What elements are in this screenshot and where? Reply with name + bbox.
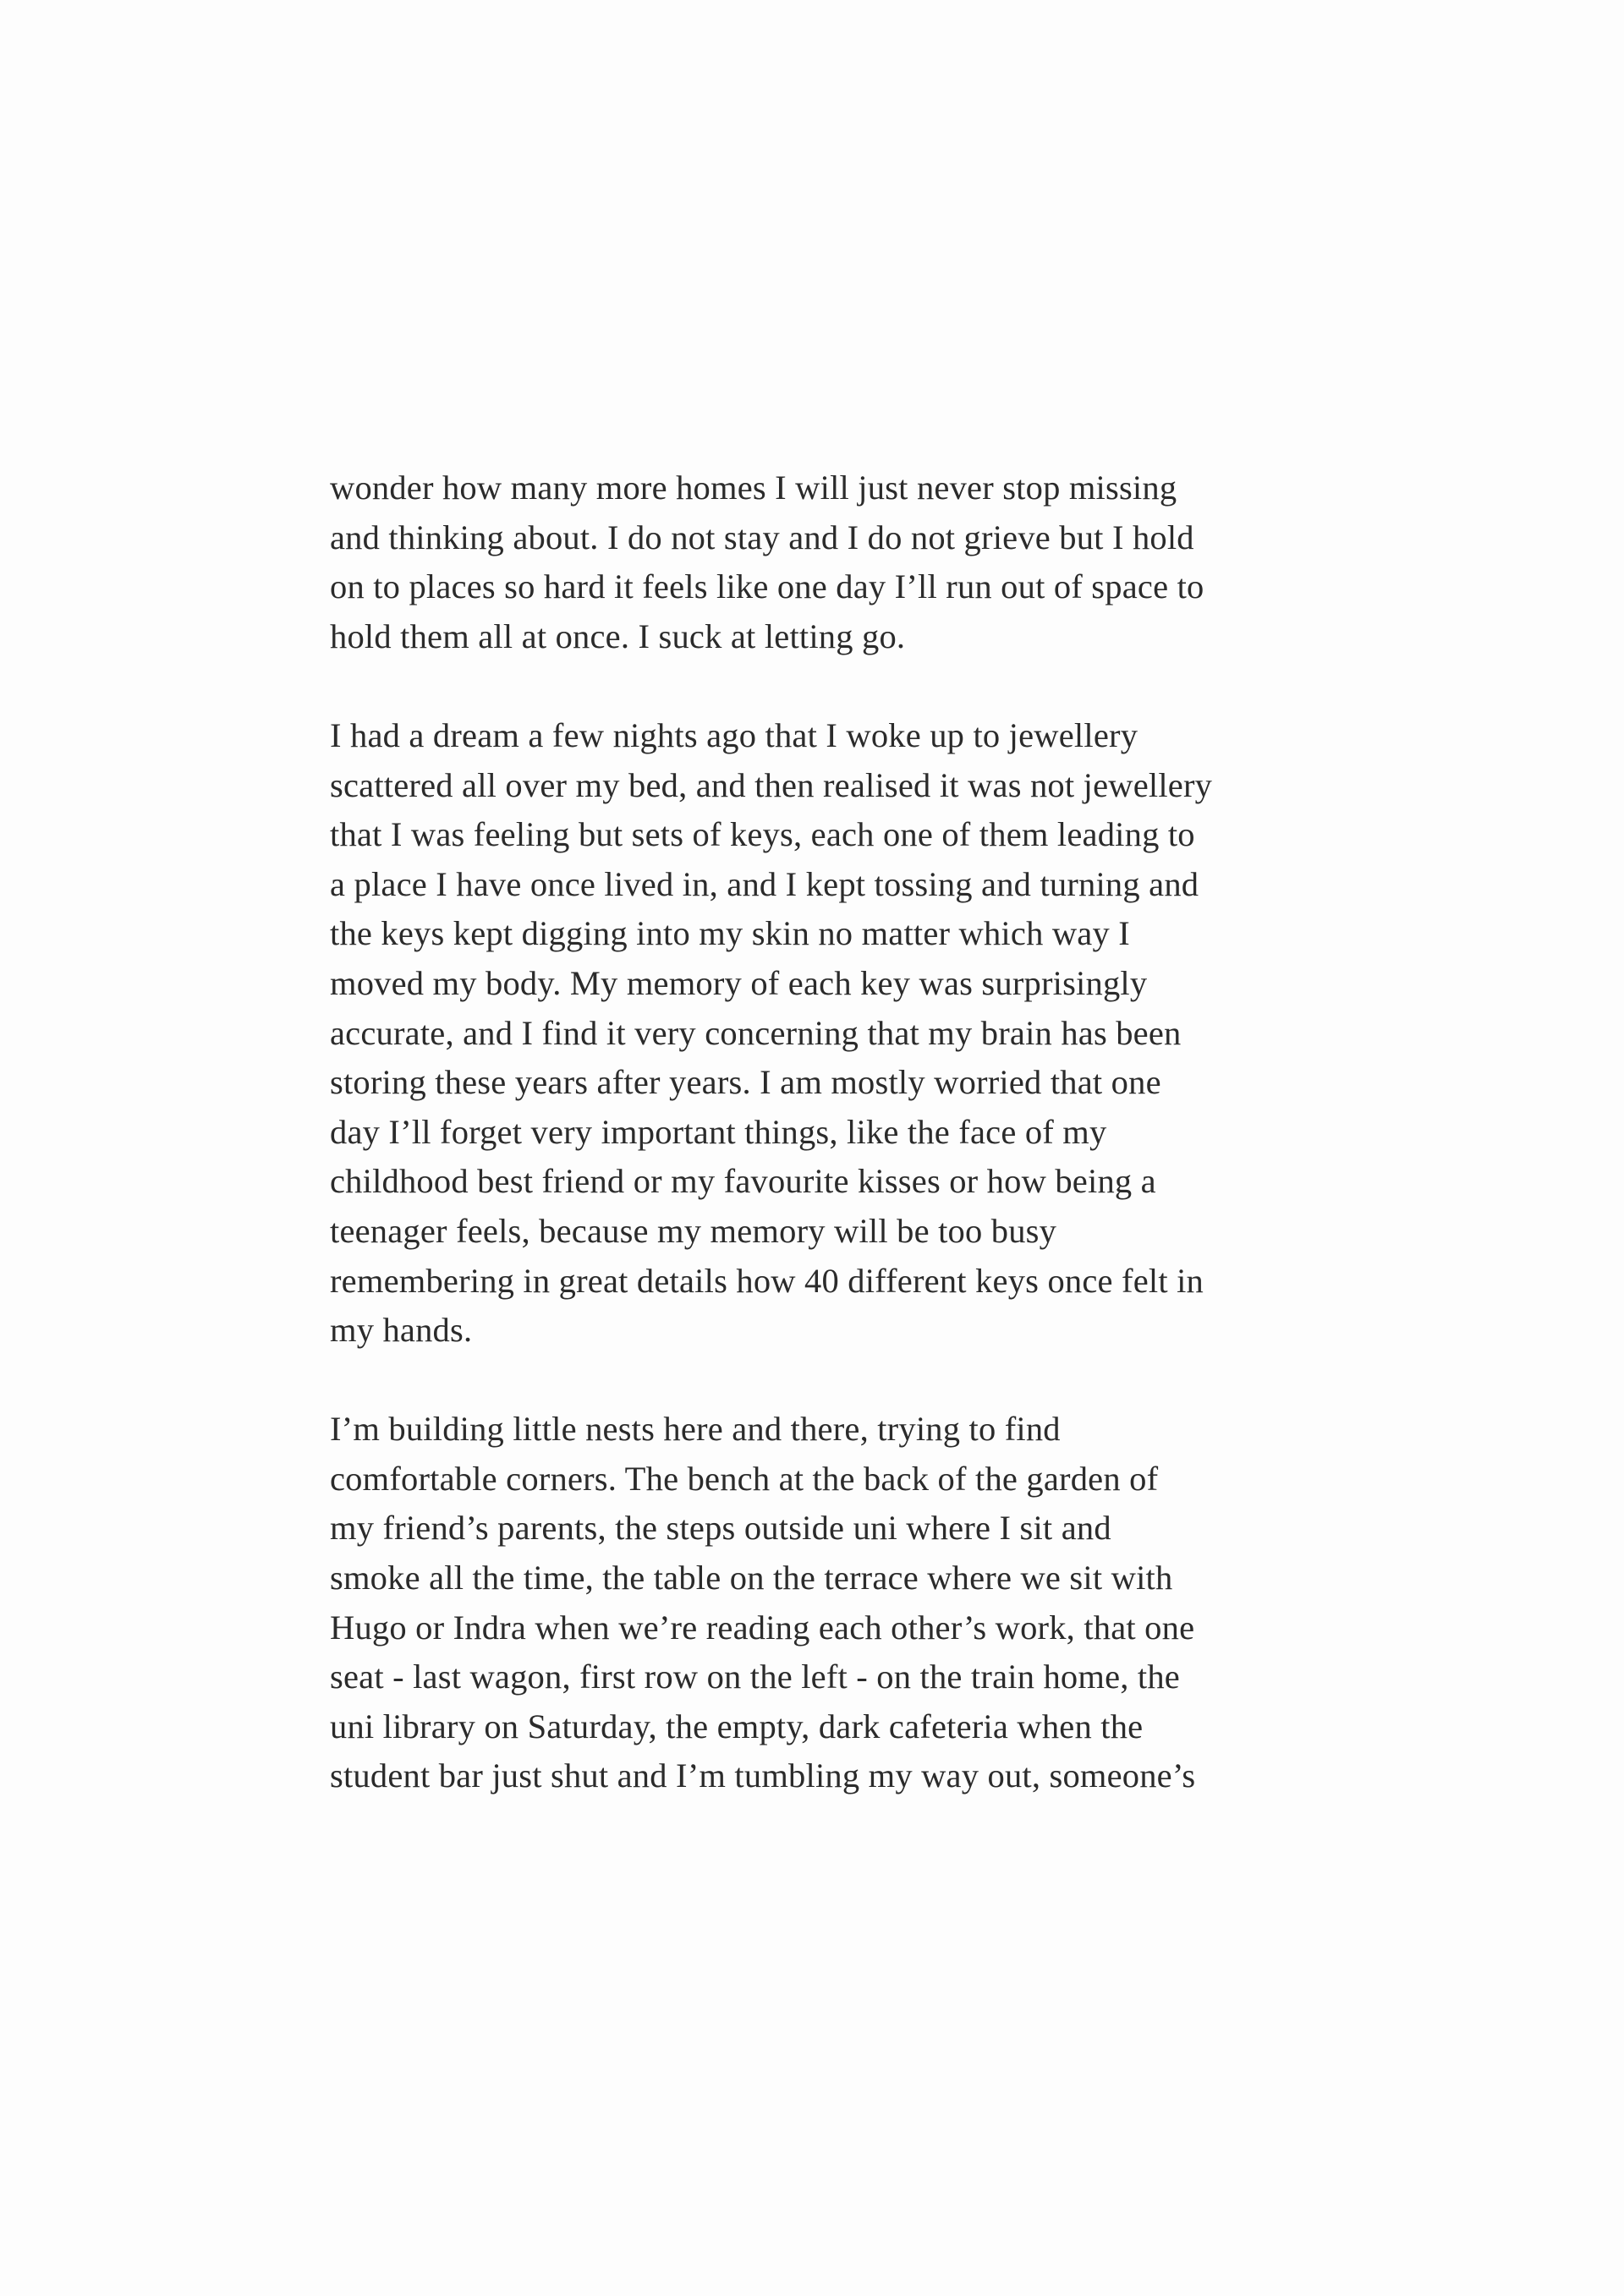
text-line: Hugo or Indra when we’re reading each other’s work, that one [330,1608,1195,1647]
paragraph-2 [330,711,1303,1356]
text-line: comfortable corners. The bench at the back of the garden of [330,1459,1159,1498]
text-line: day I’ll forget very important things, like the face of my [330,1112,1107,1151]
text-line: I’m building little nests here and there, trying to find [330,1410,1061,1449]
text-line: my hands. [330,1311,473,1350]
text-line: accurate, and I find it very concerning that my brain has been [330,1013,1182,1052]
paragraph-gap [330,661,1303,711]
text-line: childhood best friend or my favourite kisses or how being a [330,1162,1156,1201]
text-line: that I was feeling but sets of keys, each one of them leading to [330,815,1195,854]
text-line: scattered all over my bed, and then realised it was not jewellery [330,765,1213,804]
text-line: remembering in great details how 40 different keys once felt in [330,1261,1204,1300]
text-line: smoke all the time, the table on the terrace where we sit with [330,1559,1173,1597]
body-text [330,463,1303,1801]
text-line: I had a dream a few nights ago that I woke up to jewellery [330,715,1138,754]
paragraph-3 [330,1405,1303,1801]
text-line: storing these years after years. I am mostly worried that one [330,1063,1161,1102]
paragraph-gap [330,1356,1303,1406]
text-line: the keys kept digging into my skin no matter which way I [330,914,1130,953]
text-line: my friend’s parents, the steps outside uni where I sit and [330,1509,1111,1548]
text-line: seat - last wagon, first row on the left - on the train home, the [330,1658,1180,1696]
text-line: a place I have once lived in, and I kept tossing and turning and [330,864,1199,903]
text-line: wonder how many more homes I will just never stop missing [330,469,1177,507]
paragraph-1 [330,463,1303,661]
text-line: moved my body. My memory of each key was surprisingly [330,963,1148,1002]
text-line: and thinking about. I do not stay and I do not grieve but I hold [330,518,1194,556]
text-line: teenager feels, because my memory will be too busy [330,1211,1057,1250]
text-line: uni library on Saturday, the empty, dark cafeteria when the [330,1707,1144,1745]
text-line: student bar just shut and I’m tumbling my way out, someone’s [330,1756,1196,1795]
text-line: hold them all at once. I suck at letting go. [330,616,906,655]
text-line: on to places so hard it feels like one day I’ll run out of space to [330,567,1204,606]
